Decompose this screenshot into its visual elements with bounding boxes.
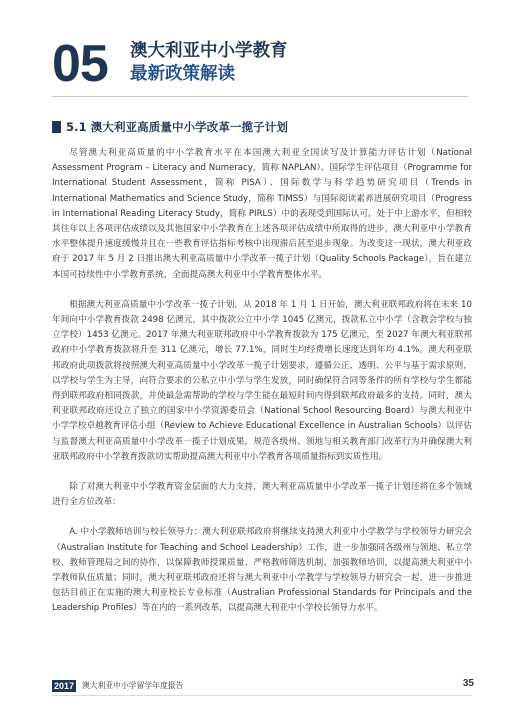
chapter-title [130,40,430,86]
paragraph-3: 除了对澳大利亚中小学教育资金层面的大力支持，澳大利亚高质量中小学改革一揽子计划还将在多个领域进行全方位改革： [52,482,472,508]
footer-report-title: 澳大利亚中小学留学年度报告 [82,681,184,690]
section-heading [52,119,288,135]
section-marker-icon [52,121,61,133]
chapter-divider [52,96,468,97]
footer-divider [52,695,472,696]
chapter-title-line1: 澳大利亚中小学教育 [130,41,288,61]
footer-year-badge: 2017 [53,681,75,691]
paragraph-4: A. 中小学教师培训与校长领导力：澳大利亚联邦政府将继续支持澳大利亚中小学教学与学校领导力研究会（Australian Institute for Teaching and School Leadership）工作，进一步加强同各级州与领地、私立学校、教师管理局之间的协作，以保障教师授课质量、严格教师筛选机制、加强教师培训，以提高澳大利亚中小学教师队伍质量；同时，澳大利亚联邦政府还将与澳大利亚中小学教学与学校领导力研究会一起，进一步推进包括目前正在实施的澳大利亚校长专业标准（Australian Professional Standards for Principals and the Leadership Profiles）等在内的一系列改革，以提高澳大利亚中小学校长领导力水平。 [52,527,472,614]
chapter-number: 05 [52,35,108,93]
section-heading-text: 5.1 澳大利亚高质量中小学改革一揽子计划 [66,120,288,134]
paragraph-1: 尽管澳大利亚高质量的中小学教育水平在本国澳大利亚全国读写及计算能力评估计划（National Assessment Program – Literacy and Numeracy，简称 NAPLAN）、国际学生评估项目（Programme for International Student Assessment，简称 PISA）、国际数学与科学趋势研究项目（Trends in International Mathematics and Science Study，简称 TIMSS）与国际阅读素养进展研究项目（Progress in International Reading Literacy Study，简称 PIRLS）中的表现受到国际认可，处于中上游水平，但相较其往年以上各项评估成绩以及其他国家中小学教育在上述各项评估成绩中所取得的进步，澳大利亚中小学教育水平整体提升速度缓慢并且在一些教育评估指标考核中出现滞后甚至退步现象。为改变这一现状，澳大利亚政府于 2017 年 5 月 2 日推出澳大利亚高质量中小学改革一揽子计划（Quality Schools Package），旨在建立本国可持续性中小学教育系统，全面提高澳大利亚中小学教育整体水平。 [52,148,472,280]
paragraph-2: 根据澳大利亚高质量中小学改革一揽子计划，从 2018 年 1 月 1 日开始，澳大利亚联邦政府将在未来 10 年间向中小学教育拨款 2498 亿澳元，其中拨款公立中小学 1045 亿澳元，拨款私立中小学（含教会学校与独立学校）1453 亿澳元。2017 年澳大利亚联邦政府中小学教育拨款为 175 亿澳元，至 2027 年澳大利亚联邦政府中小学教育拨款将升至 311 亿澳元，增长 77.1%，同时生均经费增长速度达到年均 4.1%。澳大利亚联邦政府此项拨款将按照澳大利亚高质量中小学改革一揽子计划要求，遵循公正、透明、公平与基于需求原则，以学校与学生为主导，向符合要求的公私立中小学与学生发放，同时确保符合同等条件的所有学校与学生都能得到联邦政府相同拨款，并使最急需帮助的学校与学生能在最短时间内得到联邦政府最多的支持。同时，澳大利亚联邦政府还设立了独立的国家中小学资源委员会（National School Resourcing Board）与澳大利亚中小学学校卓越教育评估小组（Review to Achieve Educational Excellence in Australian Schools）以评估与监督澳大利亚高质量中小学改革一揽子计划成果，规范各级州、领地与相关教育部门改革行为并确保澳大利亚联邦政府中小学教育拨款切实帮助提高澳大利亚中小学教育各项质量指标到实质性用。 [52,299,472,462]
page-number: 35 [462,678,474,689]
body-text [52,146,472,617]
chapter-title-line2: 最新政策解读 [130,64,235,84]
